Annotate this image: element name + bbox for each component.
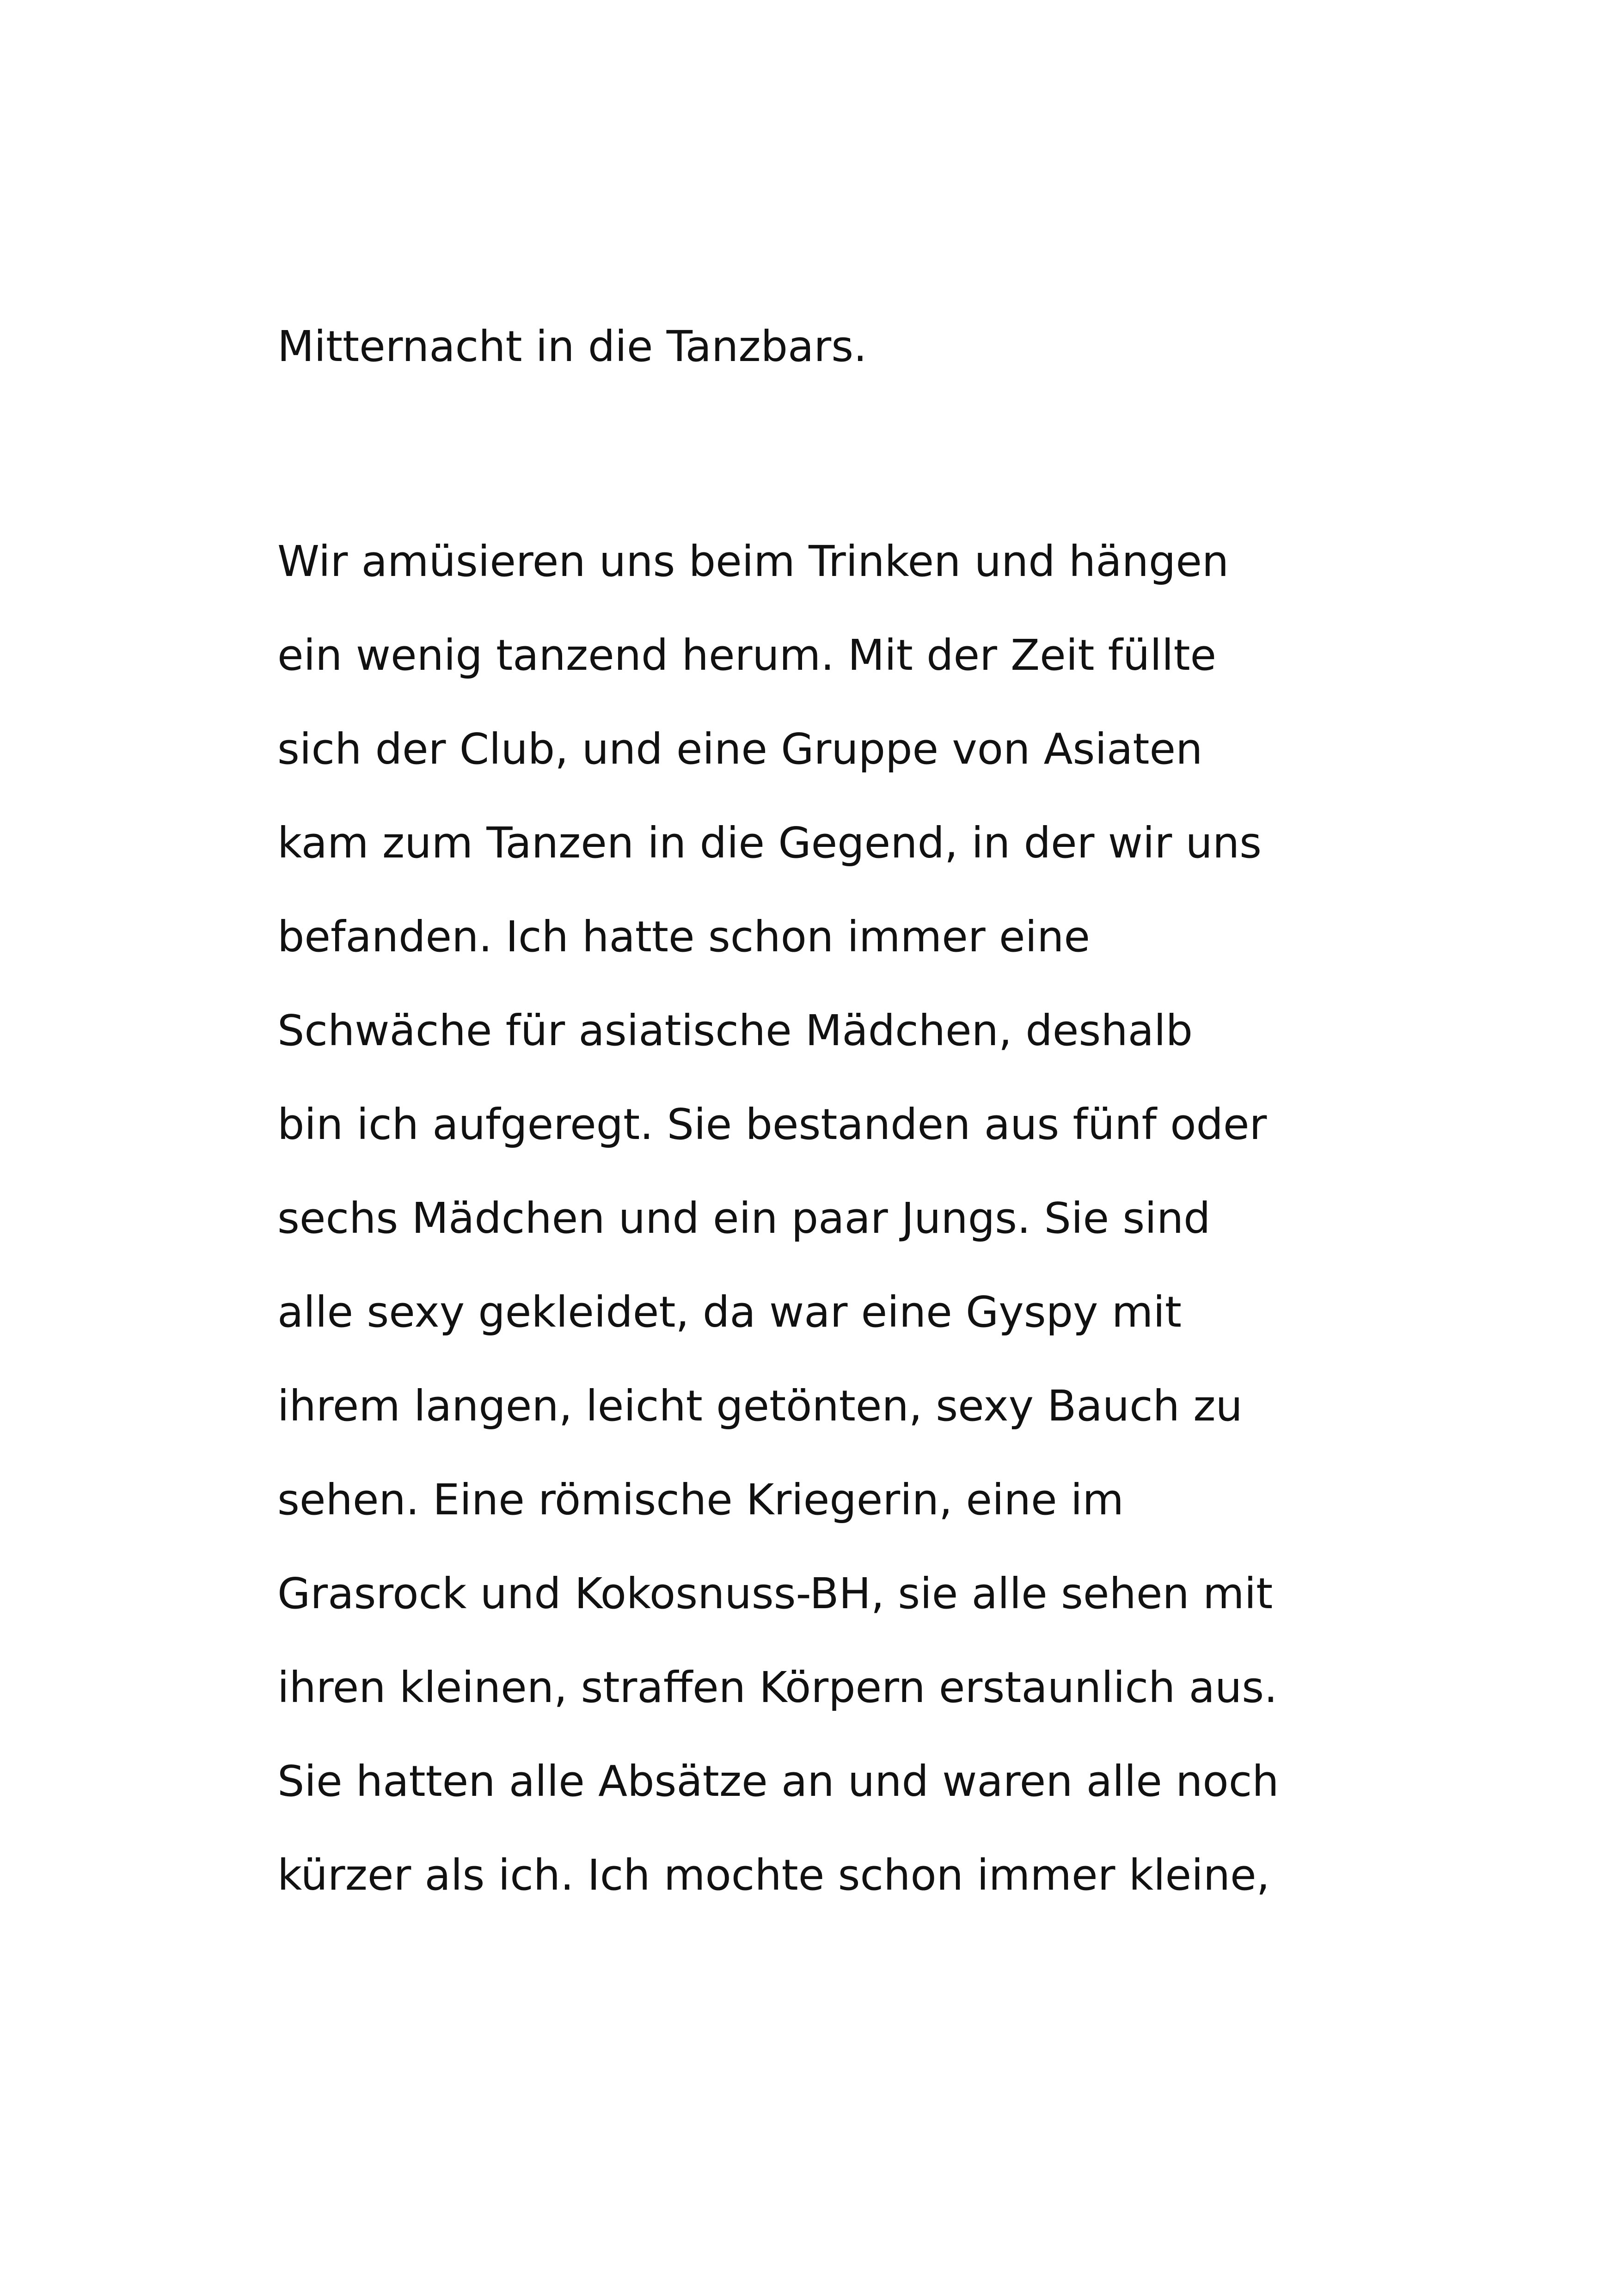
paragraph-line: ein wenig tanzend herum. Mit der Zeit füllte [277,631,1217,680]
paragraph-line: Sie hatten alle Absätze an und waren alle noch [277,1757,1279,1806]
paragraph-line: befanden. Ich hatte schon immer eine [277,912,1091,961]
paragraph-line: kam zum Tanzen in die Gegend, in der wir uns [277,818,1262,868]
paragraph-line: Grasrock und Kokosnuss-BH, sie alle sehen mit [277,1569,1273,1618]
paragraph-line: ihrem langen, leicht getönten, sexy Bauch zu [277,1381,1243,1431]
paragraph-line: ihren kleinen, straffen Körpern erstaunlich aus. [277,1663,1278,1712]
paragraph-line: kürzer als ich. Ich mochte schon immer kleine, [277,1850,1270,1900]
body-paragraph [277,532,1433,1939]
paragraph-line: alle sexy gekleidet, da war eine Gyspy mit [277,1287,1182,1337]
paragraph-line: bin ich aufgeregt. Sie bestanden aus fünf oder [277,1100,1267,1149]
paragraph-line: sich der Club, und eine Gruppe von Asiaten [277,724,1203,774]
paragraph-line: sehen. Eine römische Kriegerin, eine im [277,1475,1124,1525]
paragraph-line: Schwäche für asiatische Mädchen, deshalb [277,1006,1193,1055]
opening-line: Mitternacht in die Tanzbars. [277,322,867,371]
paragraph-line: Wir amüsieren uns beim Trinken und hängen [277,537,1229,586]
paragraph-line: sechs Mädchen und ein paar Jungs. Sie sind [277,1194,1211,1243]
